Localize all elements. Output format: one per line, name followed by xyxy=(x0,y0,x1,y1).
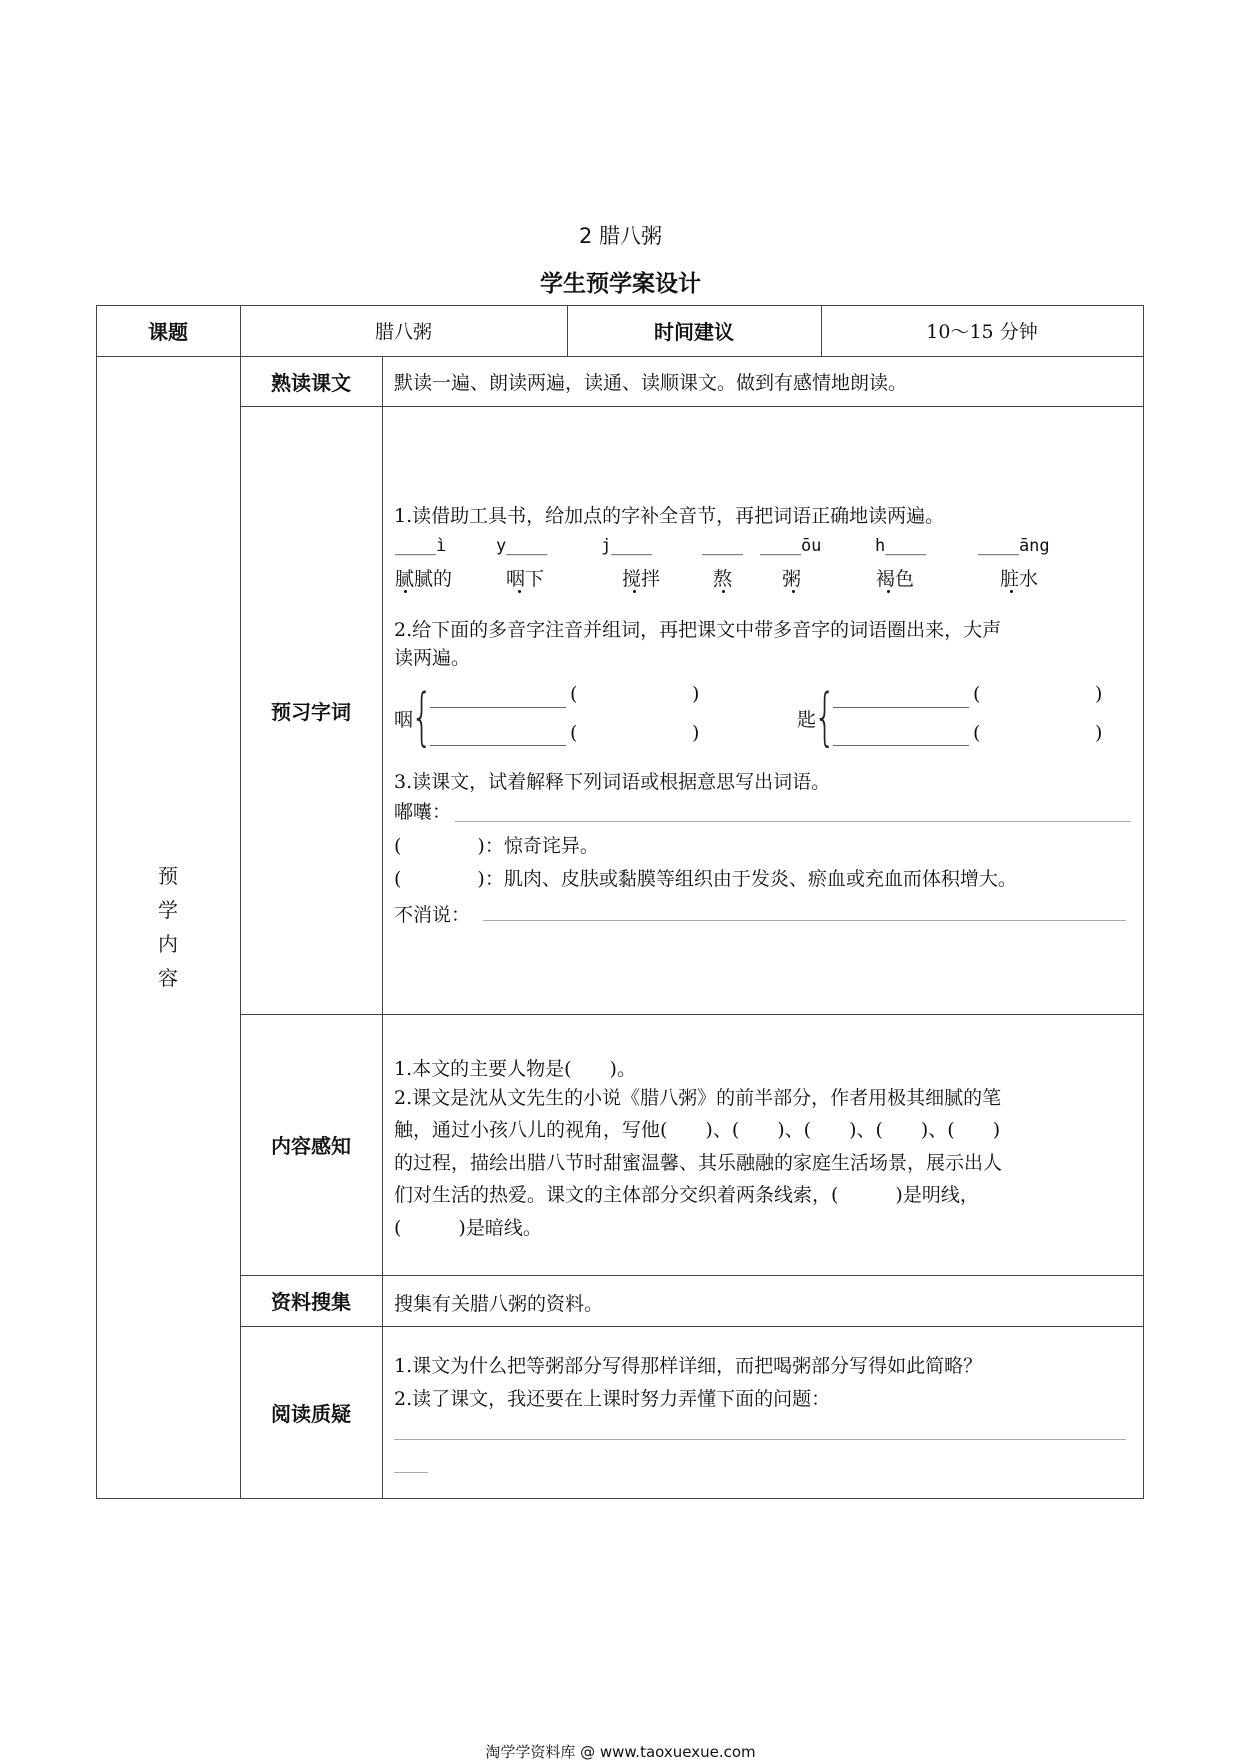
brace-icon: { xyxy=(411,680,433,753)
paren-open: ( xyxy=(973,683,981,705)
pinyin-blank: ____ xyxy=(702,536,743,556)
perception-line: ( )是暗线。 xyxy=(394,1217,542,1239)
materials-text: 搜集有关腊八粥的资料。 xyxy=(394,1293,604,1315)
section-label-cell xyxy=(96,356,240,1498)
vocab-label: 预习字词 xyxy=(271,699,351,724)
pinyin-blank: ____āng xyxy=(978,536,1050,556)
vocab-q3: 3.读课文，试着解释下列词语或根据意思写出词语。 xyxy=(394,771,831,793)
answer-line[interactable] xyxy=(455,821,1131,822)
lesson-title: 2 腊八粥 xyxy=(578,224,663,248)
paren-close: ) xyxy=(1095,722,1103,744)
paren-close: ) xyxy=(1095,683,1103,705)
table-border-right xyxy=(1143,305,1144,1498)
paren-open: ( xyxy=(973,722,981,744)
paren-close: ) xyxy=(692,683,700,705)
answer-line[interactable] xyxy=(394,1439,1126,1440)
pinyin-blank: y____ xyxy=(496,536,548,556)
emphasis-dot xyxy=(1010,590,1013,593)
polyphone-blank[interactable] xyxy=(833,745,969,746)
emphasis-dot xyxy=(518,590,521,593)
polyphone-blank[interactable] xyxy=(430,745,566,746)
brace-icon: { xyxy=(814,680,836,753)
vocab-q2-line2: 读两遍。 xyxy=(394,647,471,669)
vocab-word: 搅拌 xyxy=(622,568,661,590)
perception-line: 的过程，描绘出腊八节时甜蜜温馨、其乐融融的家庭生活场景，展示出人 xyxy=(394,1152,1003,1174)
reading-text: 默读一遍、朗读两遍，读通、读顺课文。做到有感情地朗读。 xyxy=(394,372,908,394)
section-char: 学 xyxy=(158,898,178,922)
perception-label: 内容感知 xyxy=(271,1134,351,1158)
vocab-word: 脏水 xyxy=(1000,568,1039,590)
questions-label: 阅读质疑 xyxy=(271,1401,351,1426)
vocab-word: 熬 xyxy=(713,568,733,590)
vocab-q2-line1: 2.给下面的多音字注音并组词，再把课文中带多音字的词语圈出来，大声 xyxy=(394,619,1002,641)
questions-line: 2.读了课文，我还要在上课时努力弄懂下面的问题： xyxy=(394,1388,831,1410)
pinyin-blank: ____ì xyxy=(395,536,447,556)
vocab-word: 褐色 xyxy=(876,568,915,590)
section-char: 内 xyxy=(158,932,178,956)
section-char: 预 xyxy=(158,864,178,888)
vocab-term-4: 不消说： xyxy=(394,904,471,926)
perception-line: 2.课文是沈从文先生的小说《腊八粥》的前半部分，作者用极其细腻的笔 xyxy=(394,1087,1002,1109)
vocab-term-1: 嘟囔： xyxy=(394,801,452,823)
topic-value: 腊八粥 xyxy=(374,321,432,343)
emphasis-dot xyxy=(792,590,795,593)
questions-line: 1.课文为什么把等粥部分写得那样详细，而把喝粥部分写得如此简略？ xyxy=(394,1355,983,1377)
worksheet-subtitle: 学生预学案设计 xyxy=(540,271,701,297)
answer-line[interactable] xyxy=(394,1472,428,1473)
perception-line: 们对生活的热爱。课文的主体部分交织着两条线索，( )是明线， xyxy=(394,1184,979,1206)
vocab-word: 粥 xyxy=(782,568,802,590)
section-char: 容 xyxy=(158,966,178,990)
vocab-def-3: ( )：肌肉、皮肤或黏膜等组织由于发炎、瘀血或充血而体积增大。 xyxy=(394,868,1017,890)
vocab-q1: 1.读借助工具书，给加点的字补全音节，再把词语正确地读两遍。 xyxy=(394,505,945,527)
polyphone-char: 咽 xyxy=(394,709,414,731)
emphasis-dot xyxy=(887,590,890,593)
table-border-bottom xyxy=(96,1498,1144,1499)
time-label: 时间建议 xyxy=(654,320,734,344)
polyphone-char: 匙 xyxy=(797,709,817,731)
topic-label: 课题 xyxy=(148,320,188,344)
pinyin-blank: ____ōu xyxy=(760,536,822,556)
perception-line: 1.本文的主要人物是( )。 xyxy=(394,1058,636,1080)
vocab-word: 腻腻的 xyxy=(395,568,453,590)
time-value: 10～15 分钟 xyxy=(926,321,1038,343)
emphasis-dot xyxy=(722,590,725,593)
vocab-word: 咽下 xyxy=(506,568,545,590)
materials-label: 资料搜集 xyxy=(271,1290,351,1314)
footer-source: 淘学学资料库 @ www.taoxuexue.com xyxy=(485,1743,756,1761)
emphasis-dot xyxy=(404,590,407,593)
paren-open: ( xyxy=(570,683,578,705)
pinyin-blank: h____ xyxy=(875,536,927,556)
emphasis-dot xyxy=(633,590,636,593)
polyphone-blank[interactable] xyxy=(430,707,566,708)
pinyin-blank: j____ xyxy=(601,536,653,556)
paren-close: ) xyxy=(692,722,700,744)
perception-line: 触，通过小孩八儿的视角，写他( )、( )、( )、( )、( ) xyxy=(394,1119,1001,1141)
vocab-def-2: ( )：惊奇诧异。 xyxy=(394,835,599,857)
table-col-divider-2 xyxy=(382,356,383,1498)
answer-line[interactable] xyxy=(483,920,1126,921)
section-label xyxy=(158,859,178,995)
polyphone-blank[interactable] xyxy=(833,707,969,708)
paren-open: ( xyxy=(570,722,578,744)
reading-label: 熟读课文 xyxy=(271,370,351,395)
